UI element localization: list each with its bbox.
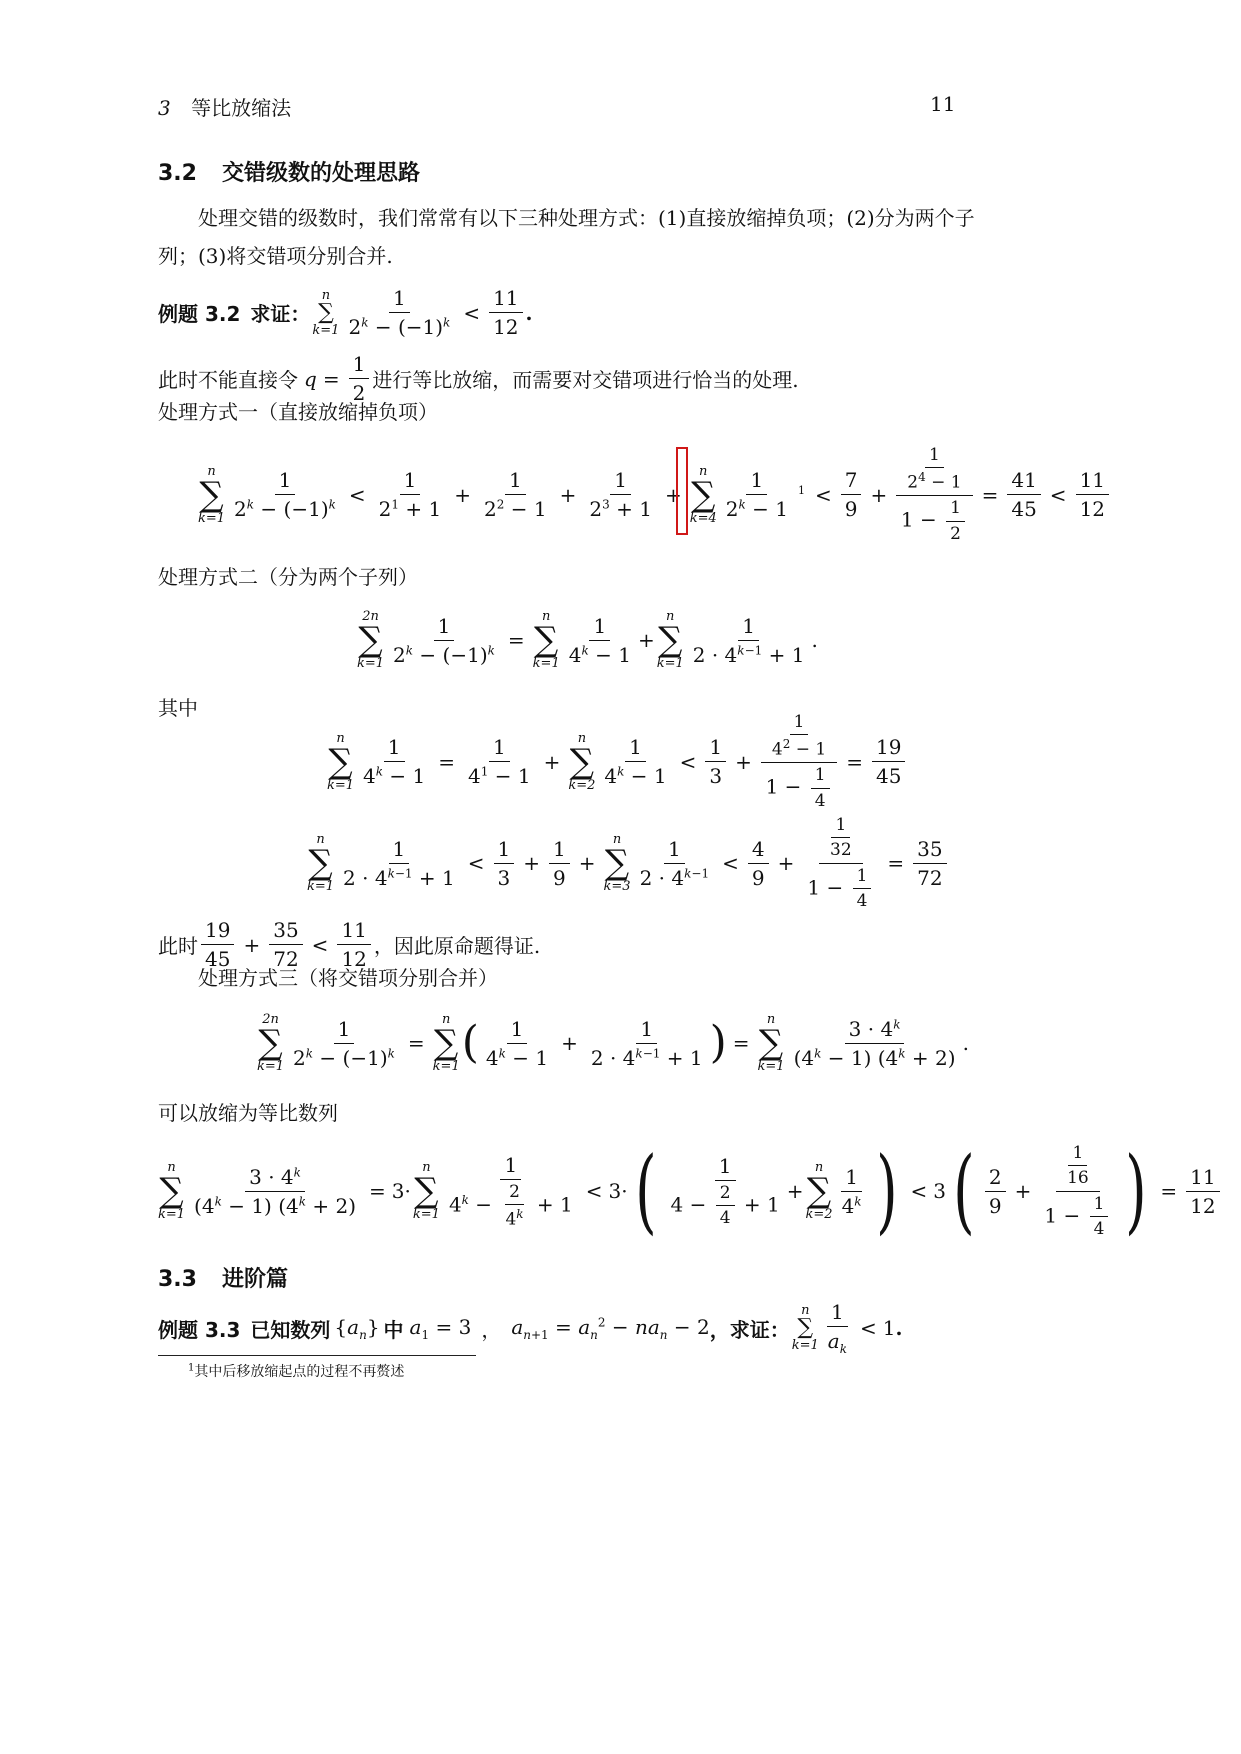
fraction: $\frac{19}{45}$: [872, 735, 905, 788]
fraction: $\frac{11}{12}$: [489, 286, 522, 339]
fraction: $\frac{1}{2}$: [349, 352, 370, 405]
fraction: $\frac{11}{12}$: [1076, 468, 1109, 521]
fraction: 1 4 − $\frac{2}{4}$ + 1: [670, 1153, 780, 1229]
compound-fraction: $\frac{1}{16}$ 1 − $\frac{1}{4}$: [1040, 1143, 1115, 1240]
fraction: $\frac{1}{4^1 - 1}$: [468, 735, 531, 789]
fraction: $\frac{7}{9}$: [841, 468, 862, 521]
note-before: 此时不能直接令: [158, 368, 298, 392]
fraction: $\frac{2}{9}$: [985, 1165, 1006, 1218]
fraction: $\frac{1}{2^k - (-1)^k}$: [234, 468, 336, 522]
sum-symbol: n ∑ k=1: [432, 1012, 460, 1074]
conclusion-line: 此时 $\frac{19}{45}$ + $\frac{35}{72}$ < $\frac{11}{12}$ ，因此原命题得证.: [158, 918, 541, 971]
fraction: $\frac{35}{72}$: [269, 918, 302, 971]
fraction: $\frac{1}{4^k - 1}$: [568, 613, 631, 667]
sum-symbol: n ∑ k=1: [158, 1160, 186, 1223]
sum-symbol: n ∑ k=1: [791, 1303, 819, 1354]
fraction: $\frac{1}{2^1 + 1}$: [378, 468, 442, 522]
fraction: $\frac{11}{12}$: [337, 918, 370, 971]
section-heading-3-2: [158, 156, 420, 187]
sum-symbol: n ∑ k=1: [198, 463, 226, 526]
sum-symbol: 2n ∑ k=1: [357, 609, 385, 671]
equation-method-2: 2n ∑ k=1 $\frac{1}{2^k - (-1)^k}$ = n ∑ k=1 $\frac{1}{4^k - 1}$ + n ∑ k=1 $\frac{1}{2 \cdot 4^{k-1} + 1}$ .: [357, 609, 818, 671]
fraction: $\frac{35}{72}$: [913, 837, 946, 890]
intro-line-1: 处理交错的级数时，我们常常有以下三种处理方式：(1)直接放缩掉负项；(2)分为两个子: [198, 206, 975, 230]
fraction: $\frac{1}{3}$: [705, 735, 726, 788]
sum-symbol: n ∑ k=1: [307, 832, 335, 895]
fraction: $\frac{3 \cdot 4^k}{(4^k - 1) (4^k + 2)}$: [194, 1164, 357, 1218]
compound-fraction: $\frac{1}{4^2 - 1}$ 1 − $\frac{1}{4}$: [761, 712, 837, 811]
fraction: $\frac{1}{2^k - 1}$: [725, 468, 788, 522]
equation-method-1: n ∑ k=1 $\frac{1}{2^k - (-1)^k}$ < $\frac{1}{2^1 + 1}$ + $\frac{1}{2^2 - 1}$ + $\frac{1}{2^3 + 1}$ + n ∑ k=4 $\frac{1}{2^k - 1}$ 1 < $\frac{7}{9}$ + $\frac{1}{2^4 - 1}$ 1 − $\frac{1}{2}$ = $\frac{41}{45}$ < $\frac{11}{12}$: [196, 445, 1112, 544]
fraction: $\frac{1}{2^k - (-1)^k}$: [393, 613, 495, 667]
sum-symbol: n ∑ k=1: [412, 1160, 440, 1223]
scale-note: 可以放缩为等比数列: [158, 1101, 338, 1125]
fraction: $\frac{1}{2^k - (-1)^k}$: [293, 1016, 395, 1070]
fraction: $\frac{19}{45}$: [201, 918, 234, 971]
note-after: 进行等比放缩，而需要对交错项进行恰当的处理.: [372, 368, 799, 392]
fraction: $\frac{3 \cdot 4^k}{(4^k - 1) (4^k + 2)}$: [793, 1016, 956, 1070]
conclusion-prefix: 此时: [158, 934, 198, 958]
fraction: $\frac{1}{2 \cdot 4^{k-1} + 1}$: [692, 613, 805, 667]
highlight-box: [676, 447, 688, 535]
page-number: 11: [930, 92, 956, 116]
sum-symbol: n ∑ k=2: [805, 1160, 833, 1223]
fraction: $\frac{1}{2^3 + 1}$: [589, 468, 652, 522]
conclusion-suffix: ，因此原命题得证.: [373, 934, 541, 958]
fraction: $\frac{1}{3}$: [494, 837, 515, 890]
sum-symbol: n ∑ k=1: [757, 1012, 785, 1074]
section-title: 进阶篇: [222, 1267, 289, 1292]
running-header: [158, 92, 291, 121]
prove-label: ，求证：: [709, 1317, 790, 1342]
example-3-3: 例题 3.3 已知数列 $\{a_n\}$ 中 $a_1 = 3$ ， $a_{n+1} = a_n^2 - na_n - 2$ ，求证： n ∑ k=1 $\frac{1}{a_k}$ < 1 .: [158, 1300, 903, 1356]
sum-symbol: n ∑ k=2: [568, 730, 596, 793]
fraction: $\frac{1}{4^k}$: [841, 1164, 862, 1218]
fraction: $\frac{4}{9}$: [748, 837, 769, 890]
footnote-number: 1: [188, 1362, 195, 1374]
fraction: $\frac{1}{2^k - (-1)^k}$: [348, 286, 451, 339]
method-1-label: 处理方式一（直接放缩掉负项）: [158, 400, 438, 424]
sum-symbol: n ∑ k=1: [327, 730, 355, 793]
sum-symbol: n ∑ k=1: [312, 287, 340, 338]
section-number: 3.2: [158, 161, 197, 186]
example-3-2: 例题 3.2 求证： n ∑ k=1 $\frac{1}{2^k - (-1)^k}$ < $\frac{11}{12}$ .: [158, 286, 533, 339]
footnote-mark: 1: [797, 484, 805, 498]
fraction: $\frac{1}{4^k - 1}$: [485, 1016, 549, 1070]
footnote-text: 其中后移放缩起点的过程不再赘述: [194, 1364, 405, 1380]
sum-symbol: n ∑ k=1: [656, 609, 684, 671]
fraction: $\frac{1}{4^k - 1}$: [363, 735, 426, 789]
chapter-number: 3: [158, 96, 171, 120]
fraction: $\frac{1}{9}$: [549, 837, 570, 890]
fraction: $\frac{1}{2^2 - 1}$: [484, 468, 547, 522]
fraction: 1 $4^k$ − $\frac{2}{4^k}$ + 1: [448, 1152, 573, 1230]
fraction: $\frac{1}{4^k - 1}$: [604, 735, 667, 789]
fraction: $\frac{41}{45}$: [1007, 468, 1040, 521]
chapter-title: 等比放缩法: [191, 96, 292, 120]
fraction: $\frac{1}{2 \cdot 4^{k-1} + 1}$: [590, 1016, 703, 1070]
example-label: 例题 3.3: [158, 1317, 241, 1342]
intro-line-2: 列；(3)将交错项分别合并.: [158, 244, 393, 268]
section-title: 交错级数的处理思路: [222, 161, 421, 186]
compound-fraction: $\frac{1}{2^4 - 1}$ 1 − $\frac{1}{2}$: [896, 445, 972, 544]
note-cannot-directly: 此时不能直接令 q = $\frac{1}{2}$ 进行等比放缩，而需要对交错项进行恰当的处理.: [158, 352, 799, 405]
prove-label: 求证：: [250, 302, 311, 326]
example-label: 例题 3.2: [158, 302, 241, 326]
sum-symbol: n ∑ k=1: [532, 609, 560, 671]
sum-symbol: 2n ∑ k=1: [257, 1012, 285, 1074]
compound-fraction: $\frac{1}{32}$ 1 − $\frac{1}{4}$: [803, 815, 878, 912]
equation-final: n ∑ k=1 $\frac{3 \cdot 4^k}{(4^k - 1) (4^k + 2)}$ = 3· n ∑ k=1 1 $4^k$ − $\frac{2}{4^k}$ + 1 < 3· ( 1 4 − $\frac{2}{4}$ + 1 + n ∑ k=2 $\frac{1}{4^k}$ ) < 3 ( $\frac{2}{9}$ + $\frac{1}{16}$ 1 − $\frac{1}{4}$ ) = $\frac{11}{12}$: [156, 1143, 1223, 1240]
method-2-label: 处理方式二（分为两个子列）: [158, 565, 418, 589]
equation-method-3: 2n ∑ k=1 $\frac{1}{2^k - (-1)^k}$ = n ∑ k=1 ( $\frac{1}{4^k - 1}$ + $\frac{1}{2 \cdot 4^{k-1} + 1}$ ) = n ∑ k=1 $\frac{3 \cdot 4^k}{(4^k - 1) (4^k + 2)}$ .: [257, 1012, 969, 1074]
section-number: 3.3: [158, 1267, 197, 1292]
fraction: $\frac{1}{a_k}$: [827, 1300, 847, 1356]
among-label: 其中: [158, 696, 198, 720]
method-3-label: 处理方式三（将交错项分别合并）: [198, 966, 498, 990]
footnote-rule: [158, 1355, 476, 1356]
fraction: $\frac{1}{2 \cdot 4^{k-1}}$: [639, 836, 710, 890]
equation-sub-1: n ∑ k=1 $\frac{1}{4^k - 1}$ = $\frac{1}{4^1 - 1}$ + n ∑ k=2 $\frac{1}{4^k - 1}$ < $\frac{1}{3}$ + $\frac{1}{4^2 - 1}$ 1 − $\frac{1}{4}$ = $\frac{19}{45}$: [325, 712, 908, 811]
sum-symbol: n ∑ k=3: [603, 832, 631, 895]
given-label: 已知数列: [250, 1317, 331, 1342]
equation-sub-2: n ∑ k=1 $\frac{1}{2 \cdot 4^{k-1} + 1}$ < $\frac{1}{3}$ + $\frac{1}{9}$ + n ∑ k=3 $\frac{1}{2 \cdot 4^{k-1}}$ < $\frac{4}{9}$ + $\frac{1}{32}$ 1 − $\frac{1}{4}$ = $\frac{35}{72}$: [305, 815, 950, 912]
in-label: 中: [383, 1317, 404, 1342]
sum-symbol: n ∑ k=4: [689, 463, 717, 526]
section-heading-3-3: [158, 1262, 288, 1293]
fraction: $\frac{1}{2 \cdot 4^{k-1} + 1}$: [343, 836, 455, 890]
fraction: $\frac{11}{12}$: [1186, 1165, 1219, 1218]
footnote: [188, 1361, 404, 1381]
